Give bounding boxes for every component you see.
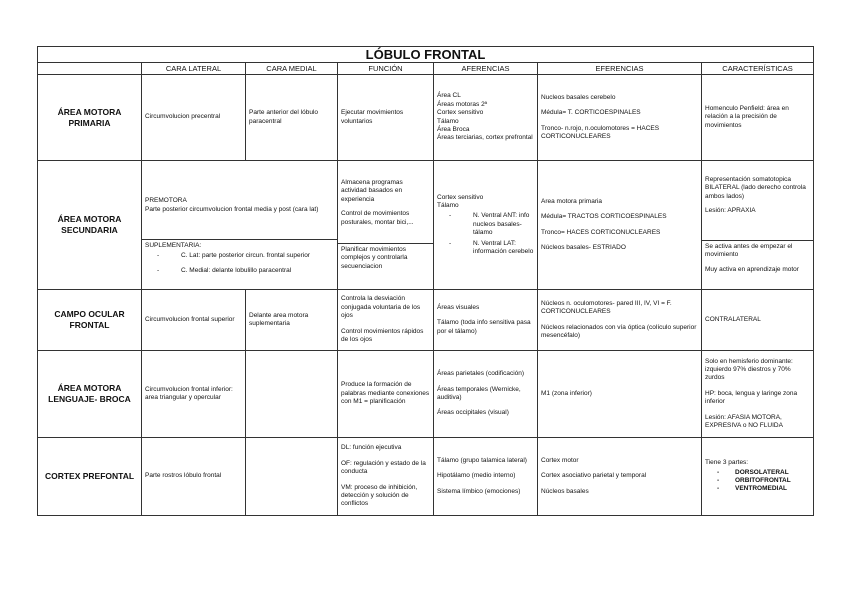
premotora-text: Parte posterior circumvolucion frontal media y post (cara lat) xyxy=(145,205,319,213)
list-item: Tálamo (grupo talamica lateral) xyxy=(437,456,527,464)
secundaria-aferencias xyxy=(434,161,538,290)
broca-funcion: Produce la formación de palabras mediante conexiones con M1 = planificación xyxy=(338,351,434,438)
list-item: VM: proceso de inhibición, detección y solución de conflictos xyxy=(341,483,418,508)
table-row xyxy=(38,75,814,161)
broca-lateral: Circumvolucion frontal inferior: area triangular y opercular xyxy=(142,351,246,438)
header-funcion: FUNCIÓN xyxy=(338,63,434,75)
list-item: Area motora primaria xyxy=(541,197,603,205)
table-row xyxy=(38,290,814,351)
list-item: OF: regulación y estado de la conducta xyxy=(341,459,426,476)
list-item: Médula= T. CORTICOESPINALES xyxy=(541,109,641,117)
secundaria-lateral-medial xyxy=(142,161,338,290)
header-aferencias: AFERENCIAS xyxy=(434,63,538,75)
summary-table xyxy=(37,46,814,516)
list-item: Área Broca xyxy=(437,125,470,133)
list-item: Sistema límbico (emociones) xyxy=(437,487,521,495)
list-item: Médula= TRACTOS CORTICOESPINALES xyxy=(541,213,667,221)
list-item: - C. Medial: delante lobulillo paracentral xyxy=(157,267,334,275)
list-item: Áreas terciarias, cortex prefrontal xyxy=(437,134,533,142)
primaria-caracteristicas: Homenculo Penfield: área en relación a la precisión de movimientos xyxy=(702,75,814,161)
list-item: - DORSOLATERAL xyxy=(717,469,810,477)
carac-intro: Tiene 3 partes: xyxy=(705,459,749,467)
list-item: Cortex motor xyxy=(541,456,579,464)
list-item: Cortex sensitivo xyxy=(437,193,484,201)
list-item: HP: boca, lengua y laringe zona inferior xyxy=(705,389,798,406)
prefrontal-funcion xyxy=(338,438,434,516)
secundaria-eferencias xyxy=(538,161,702,290)
list-item: Solo en hemisferio dominante: izquierdo 97% diestros y 70% zurdos xyxy=(705,357,793,382)
list-item: Lesión: APRAXIA xyxy=(705,207,756,215)
list-item: Núcleos relacionados con vía óptica (colículo superior mesencéfalo) xyxy=(541,323,697,339)
list-item: - N. Ventral LAT: información cerebelo xyxy=(449,240,534,257)
table-row xyxy=(38,161,814,290)
header-cara-medial: CARA MEDIAL xyxy=(246,63,338,75)
ocular-funcion xyxy=(338,290,434,351)
lobulo-frontal-sheet xyxy=(37,46,813,508)
broca-caracteristicas xyxy=(702,351,814,438)
header-cara-lateral: CARA LATERAL xyxy=(142,63,246,75)
prefrontal-lateral: Parte rostros lóbulo frontal xyxy=(142,438,246,516)
list-item: Nucleos basales cerebelo xyxy=(541,93,616,101)
funcion-top xyxy=(338,177,433,243)
funcion-bottom: Planificar movimientos complejos y controlarla secuenciacion xyxy=(338,243,433,273)
list-item: Área CL xyxy=(437,92,461,100)
list-item: Cortex asociativo parietal y temporal xyxy=(541,472,647,480)
table-title: LÓBULO FRONTAL xyxy=(38,47,814,63)
list-item: Áreas motoras 2ª xyxy=(437,100,488,108)
list-item: - C. Lat: parte posterior circun. frontal superior xyxy=(157,252,334,260)
primaria-aferencias xyxy=(434,75,538,161)
table-row xyxy=(38,438,814,516)
list-item: Controla la desviación conjugada voluntaria de los ojos xyxy=(341,295,421,320)
header-eferencias: EFERENCIAS xyxy=(538,63,702,75)
list-item: Tronco= HACES CORTICONUCLEARES xyxy=(541,228,661,236)
list-item: Muy activa en aprendizaje motor xyxy=(705,265,799,273)
list-item: - ORBITOFRONTAL xyxy=(717,477,810,485)
list-item: Tálamo (toda info sensitiva pasa por el tálamo) xyxy=(437,319,531,335)
list-item: Cortex sensitivo xyxy=(437,109,484,117)
list-item: Áreas occipitales (visual) xyxy=(437,409,509,417)
row-name-prefrontal: CORTEX PREFONTAL xyxy=(38,438,142,516)
suplementaria-list xyxy=(145,252,334,275)
row-name-secundaria: ÁREA MOTORA SECUNDARIA xyxy=(38,161,142,290)
list-item: Tálamo xyxy=(437,201,459,209)
premotora-block xyxy=(142,173,337,239)
prefrontal-caracteristicas xyxy=(702,438,814,516)
row-name-ocular: CAMPO OCULAR FRONTAL xyxy=(38,290,142,351)
list-item: Áreas visuales xyxy=(437,303,480,311)
list-item: Lesión: AFASIA MOTORA, EXPRESIVA o NO FLUIDA xyxy=(705,413,783,430)
prefrontal-parts-list xyxy=(705,469,810,494)
list-item: - VENTROMEDIAL xyxy=(717,485,810,493)
carac-bottom xyxy=(702,240,813,276)
list-item: Áreas temporales (Wernicke, auditiva) xyxy=(437,385,521,401)
list-item: Se activa antes de empezar el movimiento xyxy=(705,242,793,259)
row-name-primaria: ÁREA MOTORA PRIMARIA xyxy=(38,75,142,161)
list-item: Control movimientos rápidos de los ojos xyxy=(341,327,424,344)
ocular-aferencias xyxy=(434,290,538,351)
primaria-medial: Parte anterior del lóbulo paracentral xyxy=(246,75,338,161)
list-item: Áreas parietales (codificación) xyxy=(437,370,525,378)
list-item: Almacena programas actividad basados en experiencia xyxy=(341,178,403,203)
secundaria-caracteristicas xyxy=(702,161,814,290)
ocular-caracteristicas: CONTRALATERAL xyxy=(702,290,814,351)
header-caracteristicas: CARACTERÍSTICAS xyxy=(702,63,814,75)
list-item: Tálamo xyxy=(437,117,459,125)
suplementaria-block xyxy=(142,239,337,277)
list-item: DL: función ejecutiva xyxy=(341,444,402,452)
prefrontal-aferencias xyxy=(434,438,538,516)
list-item: Núcleos basales- ESTRIADO xyxy=(541,243,626,251)
header-row xyxy=(38,63,814,75)
prefrontal-eferencias xyxy=(538,438,702,516)
row-name-broca: ÁREA MOTORA LENGUAJE- BROCA xyxy=(38,351,142,438)
header-empty xyxy=(38,63,142,75)
ocular-lateral: Circumvolucion frontal superior xyxy=(142,290,246,351)
list-item: Representación somatotopica BILATERAL (lado derecho controla ambos lados) xyxy=(705,175,806,200)
list-item: Núcleos basales xyxy=(541,487,589,495)
secundaria-funcion xyxy=(338,161,434,290)
broca-aferencias xyxy=(434,351,538,438)
carac-top xyxy=(702,174,813,240)
list-item: Hipotálamo (medio interno) xyxy=(437,472,516,480)
table-row xyxy=(38,351,814,438)
prefrontal-medial xyxy=(246,438,338,516)
list-item: Tronco- n.rojo, n.oculomotores = HACES CORTICONUCLEARES xyxy=(541,124,660,140)
suplementaria-label: SUPLEMENTARIA: xyxy=(145,241,202,249)
primaria-eferencias xyxy=(538,75,702,161)
ocular-eferencias xyxy=(538,290,702,351)
ocular-medial: Delante area motora suplementaria xyxy=(246,290,338,351)
aferencias-sublist xyxy=(437,212,534,256)
broca-medial xyxy=(246,351,338,438)
list-item: Control de movimientos posturales, montar bici,... xyxy=(341,210,414,226)
premotora-label: PREMOTORA xyxy=(145,197,187,205)
list-item: Núcleos n. oculomotores- pared III, IV, VI = F. CORTICONUCLEARES xyxy=(541,299,672,316)
broca-eferencias: M1 (zona inferior) xyxy=(538,351,702,438)
list-item: - N. Ventral ANT: info nucleos basales- tálamo xyxy=(449,212,534,237)
primaria-funcion: Ejecutar movimientos voluntarios xyxy=(338,75,434,161)
primaria-lateral: Circumvolucion precentral xyxy=(142,75,246,161)
